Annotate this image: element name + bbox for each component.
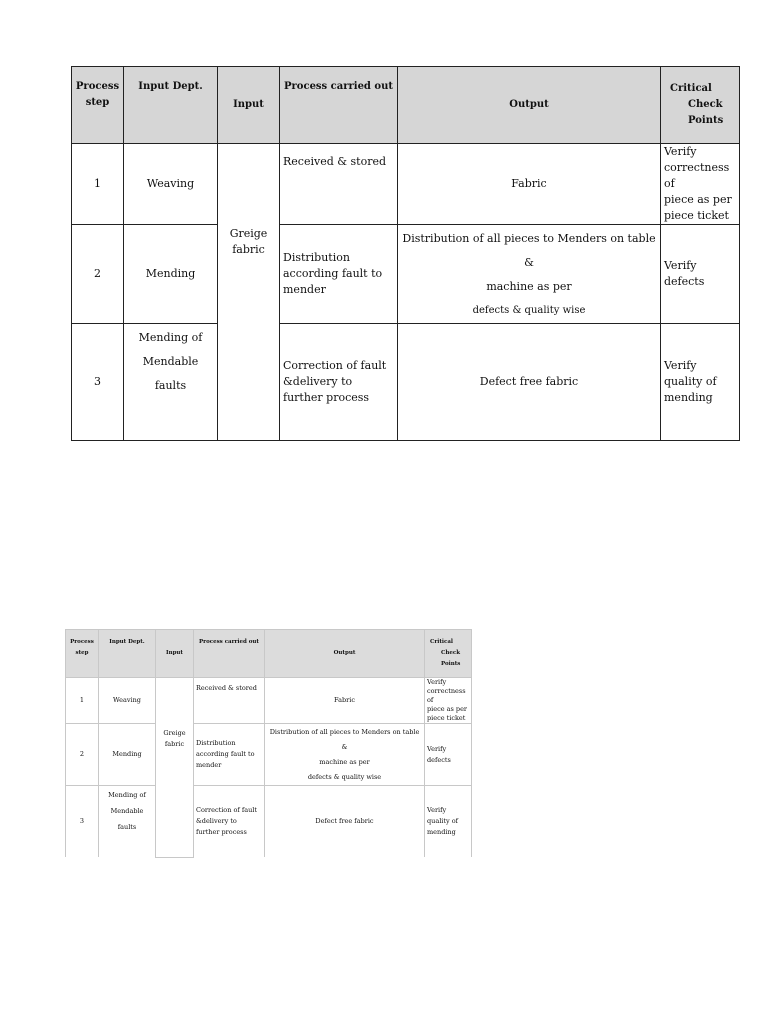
input-text: fabric <box>232 243 265 256</box>
process-table-thumbnail <box>65 629 472 858</box>
cell-step: 1 <box>66 678 99 724</box>
ccp-text: piece as per <box>427 705 468 713</box>
output-text: Distribution of all pieces to Menders on table & <box>269 728 420 751</box>
process-text: &delivery to <box>283 375 353 388</box>
header-text: Critical <box>430 639 453 645</box>
cell-step: 3 <box>66 786 99 858</box>
ccp-text: correctness of <box>427 687 466 704</box>
cell-process <box>280 324 398 441</box>
cell-ccp <box>425 786 472 858</box>
cell-ccp <box>425 678 472 724</box>
cell-process <box>280 225 398 324</box>
process-text: Correction of fault <box>196 806 257 814</box>
cell-dept: Weaving <box>99 678 156 724</box>
input-text: Greige <box>229 227 268 240</box>
header-text: Process <box>75 81 120 92</box>
output-text: machine as per <box>319 758 370 766</box>
cell-step: 1 <box>72 144 124 225</box>
ccp-text: piece ticket <box>664 209 729 222</box>
cell-step: 2 <box>72 225 124 324</box>
cell-output: Fabric <box>398 144 661 225</box>
header-text: Critical <box>670 83 712 94</box>
input-text: fabric <box>164 740 185 748</box>
cell-output: Fabric <box>265 678 425 724</box>
ccp-text: mending <box>427 828 456 836</box>
process-text: mender <box>283 283 326 296</box>
header-process-step <box>66 630 99 678</box>
header-text: Process <box>70 639 94 645</box>
header-output: Output <box>265 630 425 678</box>
cell-output: Defect free fabric <box>265 786 425 858</box>
table-row <box>66 786 472 858</box>
input-text: Greige <box>163 729 186 737</box>
cell-ccp: Verify defects <box>425 724 472 786</box>
table-header-row <box>66 630 472 678</box>
table-row <box>72 225 740 324</box>
process-text: further process <box>283 391 370 404</box>
cell-dept: Weaving <box>124 144 218 225</box>
ccp-text: Verify <box>664 145 697 158</box>
dept-text: Mending of <box>138 331 203 344</box>
ccp-text: Verify <box>664 359 697 372</box>
process-text: &delivery to <box>196 817 237 825</box>
header-input: Input <box>218 67 280 144</box>
cell-process: Received & stored <box>194 678 265 724</box>
header-critical-check-points <box>425 630 472 678</box>
dept-text: Mendable faults <box>110 807 144 831</box>
cell-ccp <box>661 144 740 225</box>
process-table <box>71 66 740 441</box>
ccp-text: piece ticket <box>427 714 466 722</box>
header-text: Points <box>441 661 461 667</box>
process-text: further process <box>196 828 247 836</box>
cell-process <box>194 724 265 786</box>
header-text: Check <box>441 650 461 656</box>
header-input-dept: Input Dept. <box>124 67 218 144</box>
process-text: Distribution <box>283 251 350 264</box>
dept-text: Mending of <box>108 791 146 799</box>
process-text: mender <box>196 761 222 769</box>
cell-output <box>265 724 425 786</box>
dept-text: Mendable faults <box>142 355 199 392</box>
output-text: machine as per <box>486 280 572 293</box>
ccp-text: Verify <box>427 678 447 686</box>
cell-dept: Mending <box>124 225 218 324</box>
output-text: defects & quality wise <box>307 773 382 781</box>
header-process-carried-out: Process carried out <box>194 630 265 678</box>
table-header-row <box>72 67 740 144</box>
table-row <box>66 724 472 786</box>
cell-input-merged <box>218 144 280 441</box>
header-process-carried-out: Process carried out <box>280 67 398 144</box>
process-text: Correction of fault <box>283 359 387 372</box>
header-text: Check <box>688 99 723 110</box>
cell-output: Defect free fabric <box>398 324 661 441</box>
header-output: Output <box>398 67 661 144</box>
ccp-text: correctness of <box>664 161 730 190</box>
cell-dept <box>124 324 218 441</box>
cell-ccp <box>661 324 740 441</box>
header-input: Input <box>156 630 194 678</box>
cell-dept: Mending <box>99 724 156 786</box>
header-process-step <box>72 67 124 144</box>
header-critical-check-points <box>661 67 740 144</box>
ccp-text: piece as per <box>664 193 732 206</box>
cell-input-merged <box>156 678 194 858</box>
cell-process <box>194 786 265 858</box>
cell-process: Received & stored <box>280 144 398 225</box>
header-input-dept: Input Dept. <box>99 630 156 678</box>
process-text: according fault to <box>196 750 255 758</box>
ccp-text: mending <box>664 391 713 404</box>
header-text: step <box>75 650 89 656</box>
ccp-text: quality of <box>664 375 717 388</box>
cell-ccp: Verify defects <box>661 225 740 324</box>
output-text: Distribution of all pieces to Menders on table & <box>402 232 656 269</box>
table-row <box>72 324 740 441</box>
table-row <box>72 144 740 225</box>
cell-step: 2 <box>66 724 99 786</box>
ccp-text: quality of <box>427 817 459 825</box>
ccp-text: Verify <box>427 806 447 814</box>
process-text: Distribution <box>196 739 236 747</box>
header-text: step <box>85 97 110 108</box>
header-text: Points <box>688 115 724 126</box>
cell-output <box>398 225 661 324</box>
process-text: according fault to <box>283 267 383 280</box>
output-text: defects & quality wise <box>472 305 586 316</box>
cell-dept <box>99 786 156 858</box>
cell-step: 3 <box>72 324 124 441</box>
table-row <box>66 678 472 724</box>
